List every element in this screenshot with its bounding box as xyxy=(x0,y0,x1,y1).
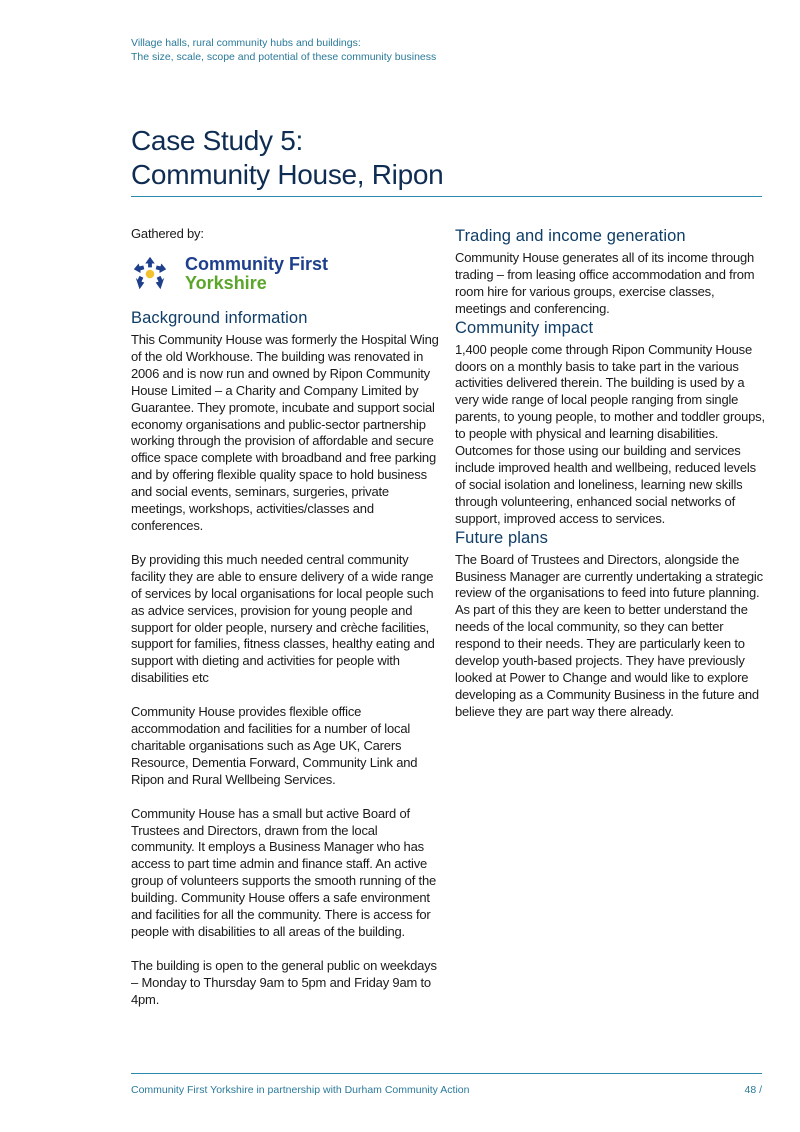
running-header-line1: Village halls, rural community hubs and buildings: xyxy=(131,37,361,49)
page-number: 48 / xyxy=(744,1084,762,1096)
background-paragraph-2: By providing this much needed central community facility they are able to ensure delivery of a wide range of services by local organisations for local people such as advice services, provision for young people and support for older people, nursery and crèche facilities, support for families, fitness classes, healthy eating and support with dieting and activities for people with disabilities etc xyxy=(131,551,435,686)
logo-line2: Yorkshire xyxy=(185,273,267,293)
footer-text: Community First Yorkshire in partnership with Durham Community Action xyxy=(131,1084,470,1096)
page-title-line1: Case Study 5: xyxy=(131,125,303,156)
future-paragraph: The Board of Trustees and Directors, alongside the Business Manager are currently undertaking a strategic review of the organisations to feed into future planning. As part of this they are keen to better understand the needs of the local community, so they can better respond to their needs. They are particularly keen to develop youth-based projects. They have previously looked at Power to Change and would like to explore developing as a Community Business in the future and believe they are part way there already. xyxy=(455,551,763,719)
background-paragraph-4: Community House has a small but active Board of Trustees and Directors, drawn from the local community. It employs a Business Manager who has access to part time admin and finance staff. An active group of volunteers supports the smooth running of the building. Community House offers a safe environment and facilities for all the community. There is access for people with disabilities to all areas of the building. xyxy=(131,805,437,939)
running-header-line2: The size, scale, scope and potential of these community business xyxy=(131,51,437,63)
gathered-by-label: Gathered by: xyxy=(131,226,204,241)
running-header xyxy=(131,36,436,64)
impact-heading: Community impact xyxy=(455,318,594,337)
trading-paragraph: Community House generates all of its income through trading – from leasing office accommodation and from room hire for various groups, exercise classes, meetings and conferencing. xyxy=(455,250,755,316)
trading-heading: Trading and income generation xyxy=(455,227,686,245)
background-paragraph-5: The building is open to the general public on weekdays – Monday to Thursday 9am to 5pm and Friday 9am to 4pm. xyxy=(131,957,437,1007)
left-column xyxy=(131,226,443,1009)
community-first-yorkshire-logo xyxy=(131,252,443,296)
logo-line1: Community First xyxy=(185,254,329,274)
background-paragraph-1: This Community House was formerly the Hospital Wing of the old Workhouse. The building was renovated in 2006 and is now run and owned by Ripon Community House Limited – a Charity and Company Limited by Guarantee. They promote, incubate and support social economy organisations and public-sector partnership working through the provision of affordable and secure office space complete with broadband and free parking and by offering flexible quality space to hold business and social events, seminars, surgeries, private meetings, workshops, activities/classes and conferences. xyxy=(131,332,439,533)
background-paragraph-3: Community House provides flexible office accommodation and facilities for a number of local charitable organisations such as Age UK, Carers Resource, Dementia Forward, Community Link and Ripon and Rural Wellbeing Services. xyxy=(131,704,418,787)
logo-wordmark xyxy=(185,255,328,293)
title-divider xyxy=(131,196,762,197)
rose-logo-icon xyxy=(131,255,169,293)
page-title xyxy=(131,124,443,192)
right-column xyxy=(455,226,765,721)
page-title-line2: Community House, Ripon xyxy=(131,159,444,190)
future-heading: Future plans xyxy=(455,528,548,547)
background-heading: Background information xyxy=(131,309,308,327)
impact-paragraph: 1,400 people come through Ripon Community House doors on a monthly basis to take part in the various activities delivered therein. The building is used by a very wide range of local people ranging from single parents, to young people, to mother and toddler groups, to people with physical and learning disabilities. Outcomes for those using our building and services include improved health and wellbeing, reduced levels of social isolation and loneliness, learning new skills through volunteering, enhanced social networks of support, improved access to services. xyxy=(455,341,765,526)
footer-divider xyxy=(131,1073,762,1074)
